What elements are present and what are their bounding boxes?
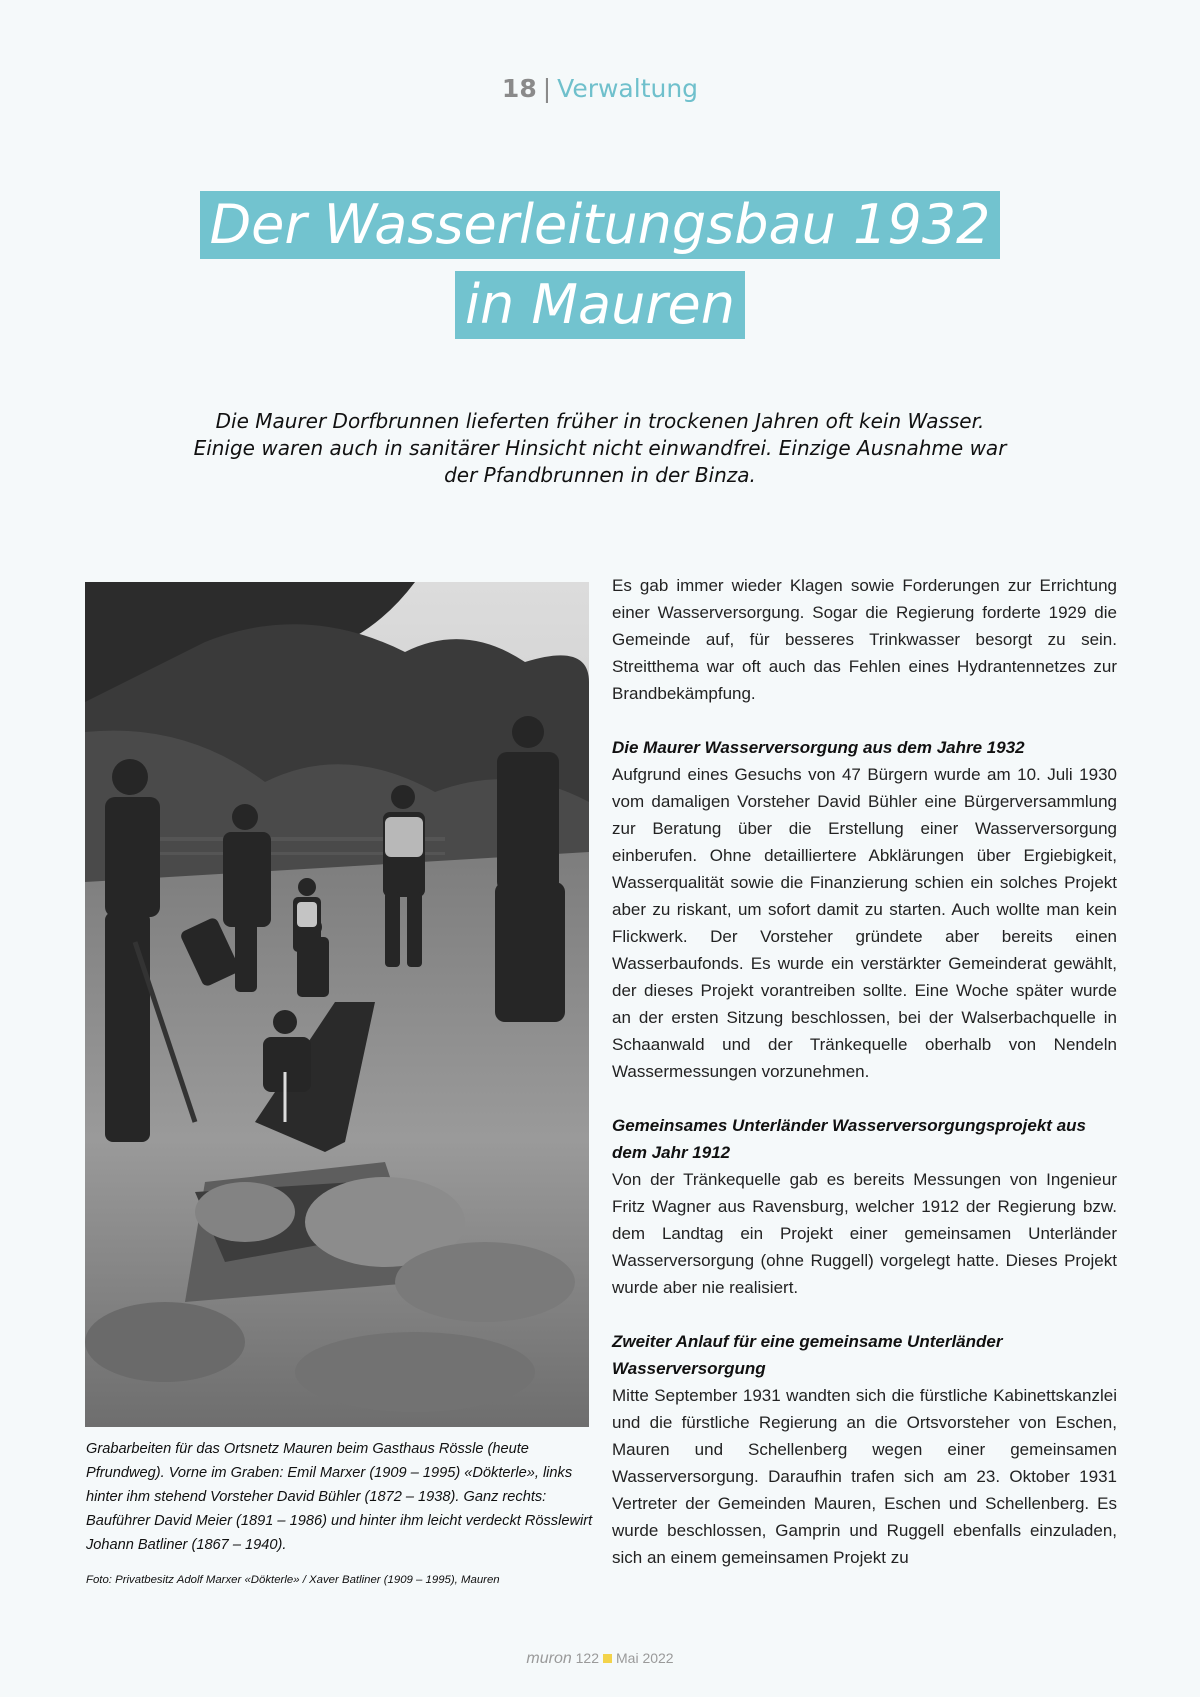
- header-separator: |: [542, 74, 552, 103]
- subheading-2: Gemeinsames Unterländer Wasserversorgungsprojekt aus dem Jahr 1912: [612, 1116, 1086, 1162]
- subheading-3: Zweiter Anlauf für eine gemeinsame Unterländer Wasserversorgung: [612, 1332, 1003, 1378]
- title-line-2: in Mauren: [455, 271, 745, 339]
- section-name: Verwaltung: [557, 74, 699, 103]
- issue-number: 122: [575, 1650, 599, 1666]
- intro-lead: Die Maurer Dorfbrunnen lieferten früher in trockenen Jahren oft kein Wasser. Einige waren auch in sanitärer Hinsicht nicht einwandfrei. Einzige Ausnahme war der Pfandbrunnen in der Binza.: [193, 409, 1007, 487]
- paragraph-1: Es gab immer wieder Klagen sowie Forderungen zur Errichtung einer Wasserversorgung. Sogar die Regierung forderte 1929 die Gemeinde auf, für besseres Trinkwasser besorgt zu sein. Streitthema war oft auch das Fehlen eines Hydrantennetzes zur Brandbekämpfung.: [612, 576, 1117, 703]
- photo-caption: Grabarbeiten für das Ortsnetz Mauren beim Gasthaus Rössle (heute Pfrundweg). Vorne im Graben: Emil Marxer (1909 – 1995) «Dökterle», links hinter ihm stehend Vorsteher David Bühler (1872 – 1938). Ganz rechts: Bauführer David Meier (1891 – 1986) und hinter ihm leicht verdeckt Rösslewirt Johann Batliner (1867 – 1940).: [86, 1441, 593, 1553]
- paragraph-4: Mitte September 1931 wandten sich die fürstliche Kabinettskanzlei und die fürstliche Regierung an die Ortsvorsteher von Eschen, Mauren und Schellenberg wegen einer gemeinsamen Wasserversorgung. Daraufhin trafen sich am 23. Oktober 1931 Vertreter der Gemeinden Mauren, Eschen und Schellenberg. Es wurde beschlossen, Gamprin und Ruggell ebenfalls einzuladen, sich an einem gemeinsamen Projekt zu: [612, 1386, 1117, 1567]
- page-number: 18: [501, 74, 537, 103]
- subheading-1: Die Maurer Wasserversorgung aus dem Jahre 1932: [612, 738, 1025, 757]
- title-line-1: Der Wasserleitungsbau 1932: [200, 191, 1001, 259]
- issue-date: Mai 2022: [616, 1650, 674, 1666]
- photo-credit: Foto: Privatbesitz Adolf Marxer «Dökterle» / Xaver Batliner (1909 – 1995), Mauren: [86, 1574, 500, 1586]
- magazine-brand: muron: [526, 1650, 572, 1667]
- article-body: [612, 572, 1117, 1571]
- article-title: [0, 191, 1200, 339]
- paragraph-2: Aufgrund eines Gesuchs von 47 Bürgern wurde am 10. Juli 1930 vom damaligen Vorsteher David Bühler eine Bürgerversammlung zur Beratung über die Erstellung einer Wasserversorgung einberufen. Ohne detailliertere Abklärungen über Ergiebigkeit, Wasserqualität sowie die Finanzierung schien ein solches Projekt aber zu riskant, um sofort damit zu starten. Auch wollte man kein Flickwerk. Der Vorsteher gründete aber bereits einen Wasserbaufonds. Es wurde ein verstärkter Gemeinderat gewählt, der dieses Projekt vorantreiben sollte. Eine Woche später wurde an der ersten Sitzung beschlossen, bei der Walserbachquelle in Schaanwald und der Tränkequelle oberhalb von Nendeln Wassermessungen vorzunehmen.: [612, 765, 1117, 1081]
- paragraph-3: Von der Tränkequelle gab es bereits Messungen von Ingenieur Fritz Wagner aus Ravensburg, welcher 1912 der Regierung bzw. dem Landtag ein Projekt einer gemeinsamen Unterländer Wasserversorgung (ohne Ruggell) vorgelegt hatte. Dieses Projekt wurde aber nie realisiert.: [612, 1170, 1117, 1297]
- historic-photo: [85, 582, 589, 1427]
- footer-square-icon: [603, 1654, 612, 1663]
- page-header: [0, 74, 1200, 103]
- page-footer: [0, 1650, 1200, 1668]
